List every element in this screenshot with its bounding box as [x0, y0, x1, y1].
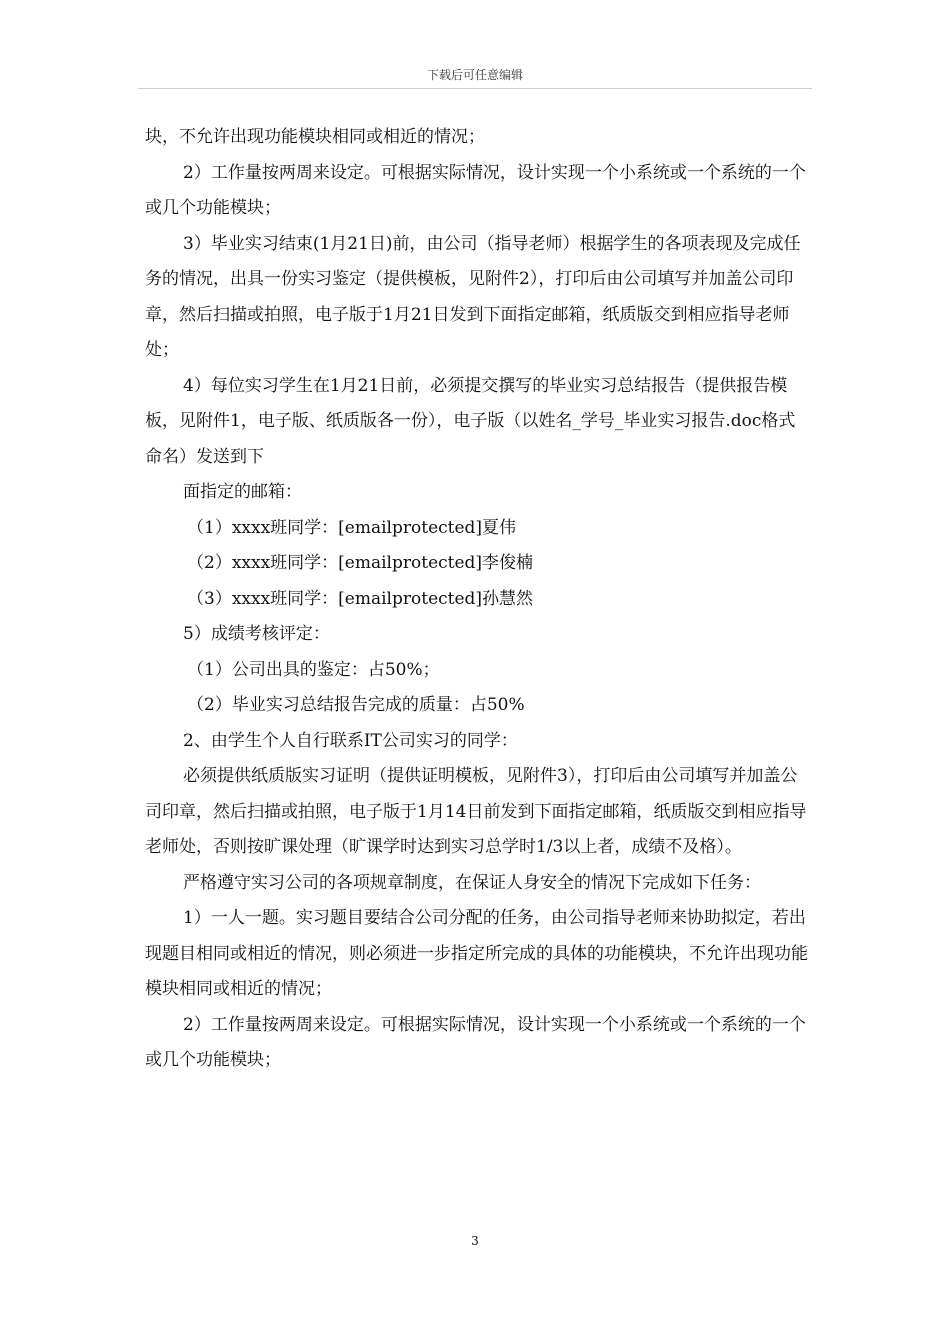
- paragraph: 面指定的邮箱：: [183, 482, 302, 502]
- paragraph: 5）成绩考核评定：: [183, 624, 330, 644]
- paragraph: 块，不允许出现功能模块相同或相近的情况；: [145, 127, 485, 147]
- paragraph: 必须提供纸质版实习证明（提供证明模板，见附件3），打印后由公司填写并加盖公司印章，然后扫描或拍照，电子版于1月14日前发到下面指定邮箱，纸质版交到相应指导老师处，否则按旷课处理（旷课学时达到实习总学时1/3以上者，成绩不及格）。: [145, 766, 807, 857]
- grading-item: （1）公司出具的鉴定：占50%；: [187, 659, 440, 680]
- page-number: 3: [471, 1234, 479, 1248]
- paragraph: 1）一人一题。实习题目要结合公司分配的任务，由公司指导老师来协助拟定，若出现题目相同或相近的情况，则必须进一步指定所完成的具体的功能模块，不允许出现功能模块相同或相近的情况；: [145, 908, 808, 999]
- email-list-item: （2）xxxx班同学：[emailprotected]李俊楠: [187, 553, 534, 573]
- paragraph: 2）工作量按两周来设定。可根据实际情况，设计实现一个小系统或一个系统的一个或几个功能模块；: [145, 1014, 806, 1070]
- header-divider: [138, 88, 812, 89]
- paragraph: 严格遵守实习公司的各项规章制度，在保证人身安全的情况下完成如下任务：: [183, 872, 761, 893]
- section-heading: 2、由学生个人自行联系IT公司实习的同学：: [183, 730, 518, 751]
- paragraph: 2）工作量按两周来设定。可根据实际情况，设计实现一个小系统或一个系统的一个或几个功能模块；: [145, 162, 806, 218]
- email-list-item: （3）xxxx班同学：[emailprotected]孙慧然: [187, 588, 534, 609]
- grading-item: （2）毕业实习总结报告完成的质量：占50%: [187, 695, 525, 715]
- page-header: 下载后可任意编辑: [426, 68, 523, 82]
- paragraph: 4）每位实习学生在1月21日前，必须提交撰写的毕业实习总结报告（提供报告模板，见附件1，电子版、纸质版各一份），电子版（以姓名_学号_毕业实习报告.doc格式命名）发送到下: [145, 375, 796, 467]
- email-list-item: （1）xxxx班同学：[emailprotected]夏伟: [187, 517, 517, 538]
- document-body: [145, 120, 809, 1079]
- paragraph: 3）毕业实习结束(1月21日)前，由公司（指导老师）根据学生的各项表现及完成任务的情况，出具一份实习鉴定（提供模板，见附件2），打印后由公司填写并加盖公司印章，然后扫描或拍照，电子版于1月21日发到下面指定邮箱，纸质版交到相应指导老师处；: [145, 233, 801, 360]
